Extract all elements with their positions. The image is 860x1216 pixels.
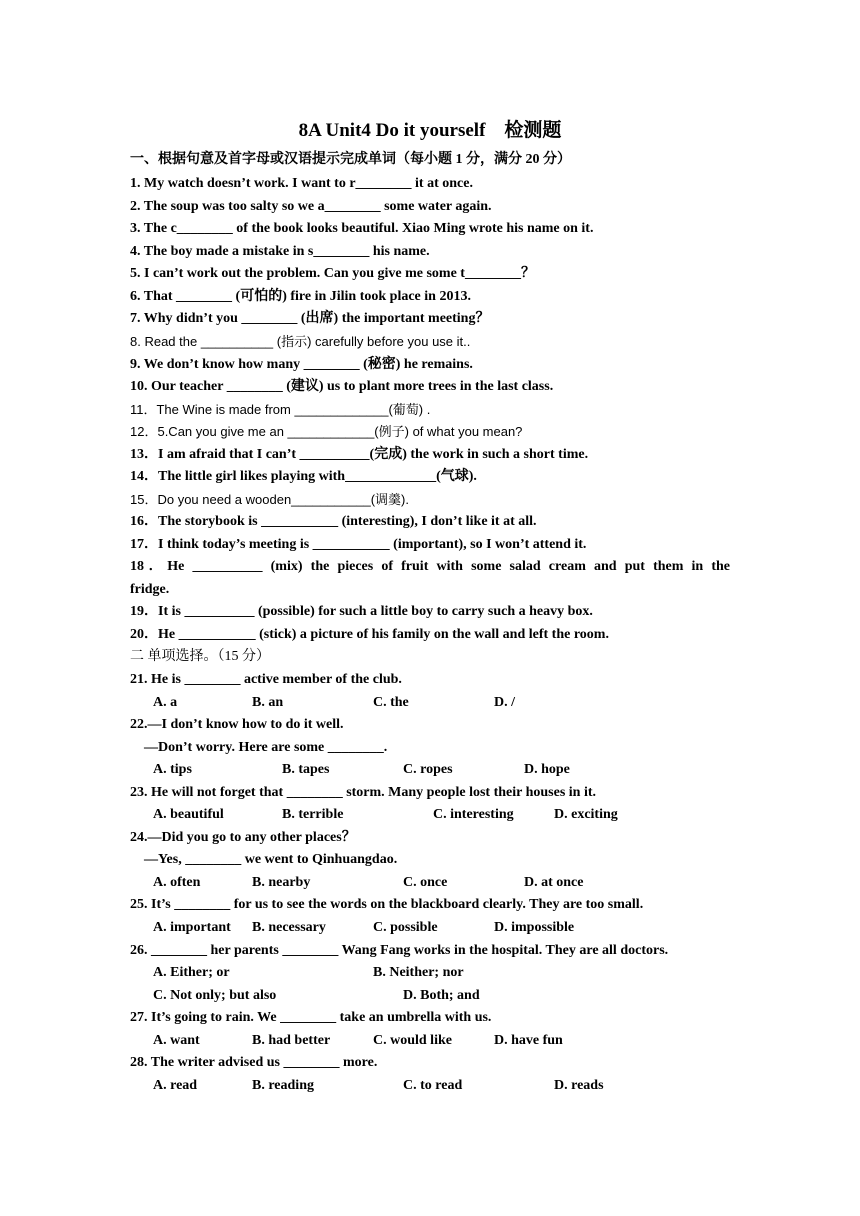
item-11: 11．The Wine is made from _____________(葡萄) . (130, 402, 431, 417)
q28-option-a: A. read (153, 1078, 198, 1093)
q28-option-b: B. reading (252, 1078, 314, 1093)
item-18-continued: fridge. (130, 582, 170, 597)
q28-option-d: D. reads (554, 1078, 604, 1093)
q25-option-a: A. important (153, 920, 231, 935)
q22-option-a: A. tips (153, 762, 192, 777)
q21-option-a: A. a (153, 695, 178, 710)
item-14: 14．The little girl likes playing with_____________(气球). (130, 469, 477, 484)
item-16: 16．The storybook is ___________ (interesting), I don’t like it at all. (130, 514, 537, 529)
q22-option-b: B. tapes (282, 762, 330, 777)
q24-option-b: B. nearby (252, 875, 311, 890)
q24-option-d: D. at once (524, 875, 584, 890)
q27-option-a: A. want (153, 1033, 200, 1048)
question-28-stem: 28. The writer advised us ________ more. (130, 1055, 378, 1070)
q23-option-a: A. beautiful (153, 807, 224, 822)
question-25-stem: 25. It’s ________ for us to see the words on the blackboard clearly. They are too small. (130, 897, 644, 912)
q23-option-d: D. exciting (554, 807, 618, 822)
q28-option-c: C. to read (403, 1078, 463, 1093)
q22-option-c: C. ropes (403, 762, 453, 777)
item-6: 6. That ________ (可怕的) fire in Jilin took place in 2013. (130, 289, 471, 304)
item-19: 19．It is __________ (possible) for such a little boy to carry such a heavy box. (130, 604, 593, 619)
question-24-reply: —Yes, ________ we went to Qinhuangdao. (144, 852, 398, 867)
item-10: 10. Our teacher ________ (建议) us to plant more trees in the last class. (130, 379, 554, 394)
item-20: 20．He ___________ (stick) a picture of his family on the wall and left the room. (130, 627, 609, 642)
q27-option-d: D. have fun (494, 1033, 563, 1048)
question-22-reply: —Don’t worry. Here are some ________. (144, 740, 388, 755)
question-23-stem: 23. He will not forget that ________ storm. Many people lost their houses in it. (130, 785, 596, 800)
q26-option-b: B. Neither; nor (373, 965, 464, 980)
q25-option-d: D. impossible (494, 920, 575, 935)
q27-option-c: C. would like (373, 1033, 452, 1048)
page-title: 8A Unit4 Do it yourself 检测题 (298, 120, 562, 141)
q23-option-c: C. interesting (433, 807, 514, 822)
section2-heading: 二 单项选择。（15 分） (130, 649, 270, 664)
item-17: 17．I think today’s meeting is ___________ (important), so I won’t attend it. (130, 537, 587, 552)
item-8: 8. Read the __________ (指示) carefully before you use it.. (130, 334, 471, 349)
q25-option-c: C. possible (373, 920, 438, 935)
q25-option-b: B. necessary (252, 920, 326, 935)
question-21-stem: 21. He is ________ active member of the club. (130, 672, 402, 687)
q21-option-c: C. the (373, 695, 409, 710)
q24-option-a: A. often (153, 875, 201, 890)
item-4: 4. The boy made a mistake in s________ his name. (130, 244, 430, 259)
q26-option-a: A. Either; or (153, 965, 230, 980)
question-26-stem: 26. ________ her parents ________ Wang Fang works in the hospital. They are all doctors. (130, 943, 669, 958)
section1-heading: 一、根据句意及首字母或汉语提示完成单词（每小题 1 分，满分 20 分） (130, 152, 571, 167)
q24-option-c: C. once (403, 875, 448, 890)
q26-option-c: C. Not only; but also (153, 988, 277, 1003)
item-9: 9. We don’t know how many ________ (秘密) he remains. (130, 357, 473, 372)
q22-option-d: D. hope (524, 762, 570, 777)
q21-option-b: B. an (252, 695, 284, 710)
item-12: 12．5.Can you give me an ____________(例子) of what you mean? (130, 424, 523, 439)
question-22-stem: 22.—I don’t know how to do it well. (130, 717, 344, 732)
item-13: 13．I am afraid that I can’t __________(完成) the work in such a short time. (130, 447, 589, 462)
item-7: 7. Why didn’t you ________ (出席) the important meeting？ (130, 311, 490, 326)
item-1: 1. My watch doesn’t work. I want to r________ it at once. (130, 176, 473, 191)
item-5: 5. I can’t work out the problem. Can you give me some t________？ (130, 266, 535, 281)
question-27-stem: 27. It’s going to rain. We ________ take an umbrella with us. (130, 1010, 492, 1025)
item-3: 3. The c________ of the book looks beautiful. Xiao Ming wrote his name on it. (130, 221, 594, 236)
q23-option-b: B. terrible (282, 807, 344, 822)
question-24-stem: 24.—Did you go to any other places？ (130, 830, 356, 845)
item-18: 18．He __________ (mix) the pieces of fruit with some salad cream and put them in the (130, 559, 730, 574)
item-15: 15．Do you need a wooden___________(调羹). (130, 492, 409, 507)
q27-option-b: B. had better (252, 1033, 331, 1048)
q21-option-d: D. / (494, 695, 515, 710)
item-2: 2. The soup was too salty so we a________ some water again. (130, 199, 492, 214)
q26-option-d: D. Both; and (403, 988, 480, 1003)
